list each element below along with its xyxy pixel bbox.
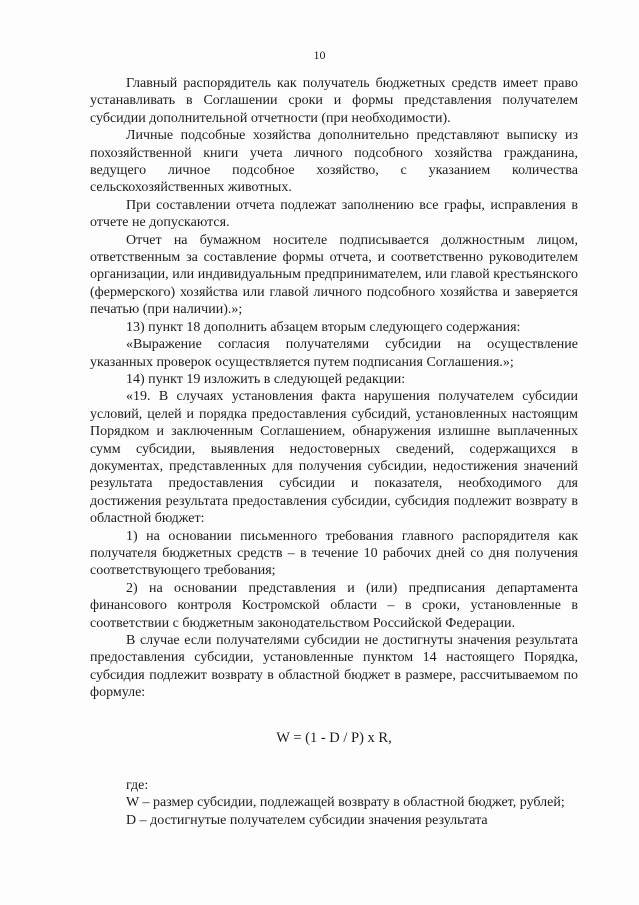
document-body	[90, 75, 578, 829]
paragraph: В случае если получателями субсидии не достигнуты значения результата предоставления субсидии, установленные пунктом 14 настоящего Порядка, субсидия подлежит возврату в областной бюджет в размере, рассчитываемом по формуле:	[90, 633, 578, 701]
formula: W = (1 - D / P) x R,	[276, 729, 392, 746]
paragraph: W – размер субсидии, подлежащей возврату в областной бюджет, рублей;	[126, 795, 565, 811]
paragraph: где:	[126, 778, 149, 794]
paragraph: Главный распорядитель как получатель бюджетных средств имеет право устанавливать в Соглашении сроки и формы представления получателем субсидии дополнительной отчетности (при необходимости).	[90, 76, 578, 126]
paragraph: Личные подсобные хозяйства дополнительно представляют выписку из похозяйственной книги учета личного подсобного хозяйства гражданина, ведущего личное подсобное хозяйство, с указанием количества сельскохозяйственных животных.	[90, 128, 578, 196]
paragraph: 14) пункт 19 изложить в следующей редакции:	[126, 371, 406, 387]
page-number: 10	[313, 48, 326, 62]
paragraph: «19. В случаях установления факта нарушения получателем субсидии условий, целей и порядка предоставления субсидий, установленных настоящим Порядком и заключенным Соглашением, обнаружения излишне выплаченных сумм субсидии, выявления недостоверных сведений, содержащихся в документах, представленных для получения субсидии, недостижения значений результата предоставления субсидии и показателя, необходимого для достижения результата предоставления субсидии, субсидия подлежит возврату в областной бюджет:	[90, 389, 578, 527]
paragraph: Отчет на бумажном носителе подписывается должностным лицом, ответственным за составление формы отчета, и соответственно руководителем организации, или индивидуальным предпринимателем, или главой крестьянского (фермерского) хозяйства или главой личного подсобного хозяйства и заверяется печатью (при наличии).»;	[90, 232, 578, 318]
paragraph: 1) на основании письменного требования главного распорядителя как получателя бюджетных средств – в течение 10 рабочих дней со дня получения соответствующего требования;	[90, 528, 578, 579]
paragraph: При составлении отчета подлежат заполнению все графы, исправления в отчете не допускаются.	[90, 197, 578, 231]
paragraph: «Выражение согласия получателями субсидии на осуществление указанных проверок осуществляется путем подписания Соглашения.»;	[90, 337, 578, 370]
paragraph: D – достигнутые получателем субсидии значения результата	[126, 812, 488, 828]
paragraph: 13) пункт 18 дополнить абзацем вторым следующего содержания:	[126, 319, 521, 335]
paragraph: 2) на основании представления и (или) предписания департамента финансового контроля Костромской области – в сроки, установленные в соответствии с бюджетным законодательством Российской Федерации.	[90, 580, 578, 631]
